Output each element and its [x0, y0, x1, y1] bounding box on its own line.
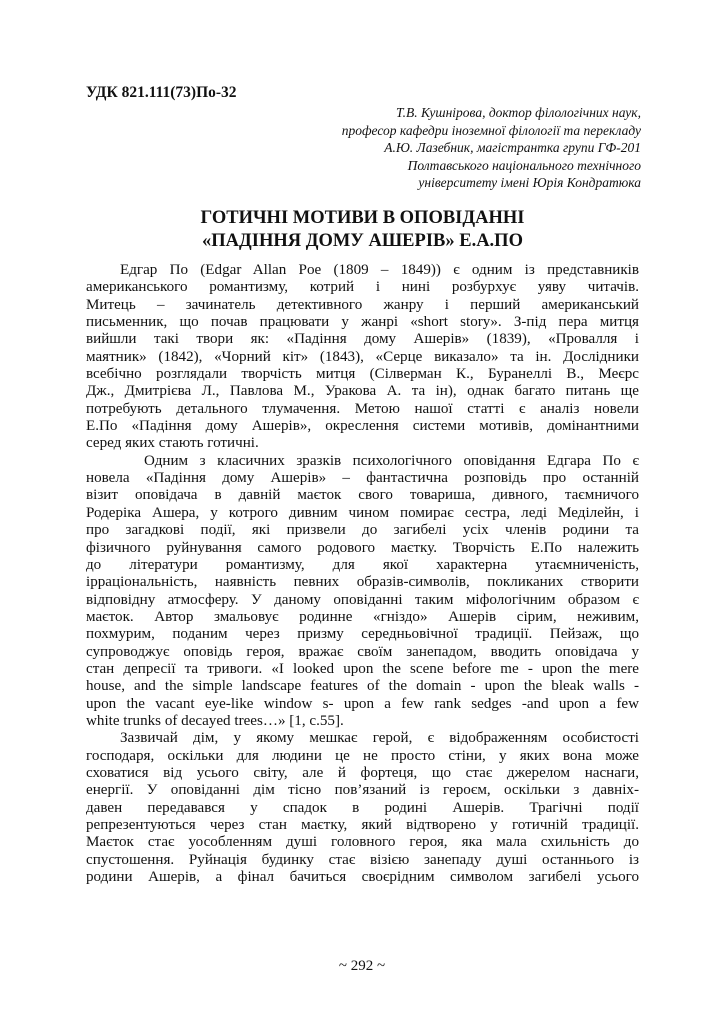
- text-line: house, and the simple landscape features of the domain - upon the bleak walls -: [86, 678, 639, 695]
- text-line: репрезентуються через стан маєтку, який відтворено у готичній традиції.: [86, 817, 639, 833]
- article-title: [86, 207, 639, 253]
- author-line: Т.В. Кушнірова, доктор філологічних наук,: [396, 105, 641, 120]
- paragraph: [86, 262, 639, 453]
- text-line: господаря, оскільки для людини це не просто стіни, у яких вона може: [86, 747, 639, 764]
- text-line: письменник, що почав працювати у жанрі «short story». З-під пера митця: [86, 314, 639, 331]
- text-line: про загадкові події, які призвели до загибелі усіх членів родини та: [86, 522, 639, 539]
- text-line: ірраціональність, наявність певних образів-символів, покликаних створити: [86, 574, 639, 591]
- text-line: фізичного руйнування самого родового маєтку. Творчість Е.По належить: [86, 539, 639, 556]
- text-line: Митець – зачинатель детективного жанру і перший американський: [86, 296, 639, 313]
- text-line: Едгар По (Edgar Allan Poe (1809 – 1849)) є одним із представників: [120, 262, 639, 278]
- author-block: [241, 104, 641, 192]
- text-line: Одним з класичних зразків психологічного оповідання Едгара По є: [144, 452, 639, 469]
- udk-code: УДК 821.111(73)По-32: [86, 84, 237, 101]
- text-line: Родеріка Ашера, у котрого дивним чином помирає сестра, леді Меділейн, і: [86, 504, 639, 521]
- title-line: «ПАДІННЯ ДОМУ АШЕРІВ» Е.А.ПО: [202, 231, 523, 251]
- text-line: спустошення. Руйнація будинку стає візією занепаду душі останнього із: [86, 851, 639, 868]
- text-line: візит оповідача в давній маєток свого товариша, дивного, таємничого: [86, 487, 639, 504]
- text-line: Дж., Дмитрієва Л., Павлова М., Уракова А. та ін), однак багато питань ще: [86, 383, 639, 400]
- page-number: ~ 292 ~: [338, 958, 386, 974]
- paragraph: [86, 453, 639, 731]
- text-line: вийшли такі твори як: «Падіння дому Ашерів» (1839), «Провалля і: [86, 331, 639, 348]
- text-line: всебічно розглядали творчість митця (Сілверман К., Буранеллі В., Меєрс: [86, 366, 639, 383]
- text-line: американського романтизму, котрий і нині розбурхує уяву читачів.: [86, 279, 639, 296]
- text-line: відповідну атмосферу. У даному оповіданні таким міфологічним образом є: [86, 591, 639, 608]
- text-line: сховатися від усього світу, але й фортеця, що стає джерелом наснаги,: [86, 764, 639, 781]
- paragraph: [86, 730, 639, 886]
- text-line: новела «Падіння дому Ашерів» – фантастична розповідь про останній: [86, 470, 639, 487]
- text-line: потребують детального тлумачення. Метою нашої статті є аналіз новели: [86, 400, 639, 417]
- text-line: до літератури романтизму, для якої характерна утаємниченість,: [86, 556, 639, 573]
- author-line: А.Ю. Лазебник, магістрантка групи ГФ-201: [384, 140, 641, 155]
- text-line: Зазвичай дім, у якому мешкає герой, є відображенням особистості: [120, 730, 639, 747]
- text-line: white trunks of decayed trees…» [1, c.55].: [86, 712, 344, 729]
- text-line: Маєток стає уособленням душі головного героя, яка мала схильність до: [86, 834, 639, 851]
- text-line: upon the vacant eye-like window s- upon a few rank sedges -and upon a few: [86, 695, 639, 712]
- author-line: професор кафедри іноземної філології та перекладу: [341, 122, 641, 138]
- article-body: [86, 262, 639, 886]
- text-line: давен передавався у спадок в родині Ашерів. Трагічні події: [86, 799, 639, 816]
- text-line: супроводжує оповідь героя, вражає своїм занепадом, вводить оповідача у: [86, 643, 639, 660]
- text-line: стан депресії та тривоги. «I looked upon the scene before me - upon the mere: [86, 660, 639, 677]
- author-line: університету імені Юрія Кондратюка: [418, 175, 641, 190]
- text-line: енергії. У оповіданні дім тісно пов’язаний із героєм, оскільки з давніх-: [86, 782, 639, 799]
- text-line: Е.По «Падіння дому Ашерів», окреслення системи мотивів, домінантними: [86, 418, 639, 435]
- text-line: серед яких стають готичні.: [86, 435, 259, 452]
- text-line: родини Ашерів, а фінал бачиться своєрідним символом загибелі усього: [86, 869, 639, 886]
- author-line: Полтавського національного технічного: [407, 157, 641, 173]
- text-line: маєток. Автор змальовує родинне «гніздо» Ашерів сірим, неживим,: [86, 608, 639, 625]
- text-line: похмурим, поданим через призму середньовічної традиції. Пейзаж, що: [86, 626, 639, 643]
- text-line: маятник» (1842), «Чорний кіт» (1843), «Серце виказало» та ін. Дослідники: [86, 348, 639, 365]
- title-line: ГОТИЧНІ МОТИВИ В ОПОВІДАННІ: [200, 208, 525, 228]
